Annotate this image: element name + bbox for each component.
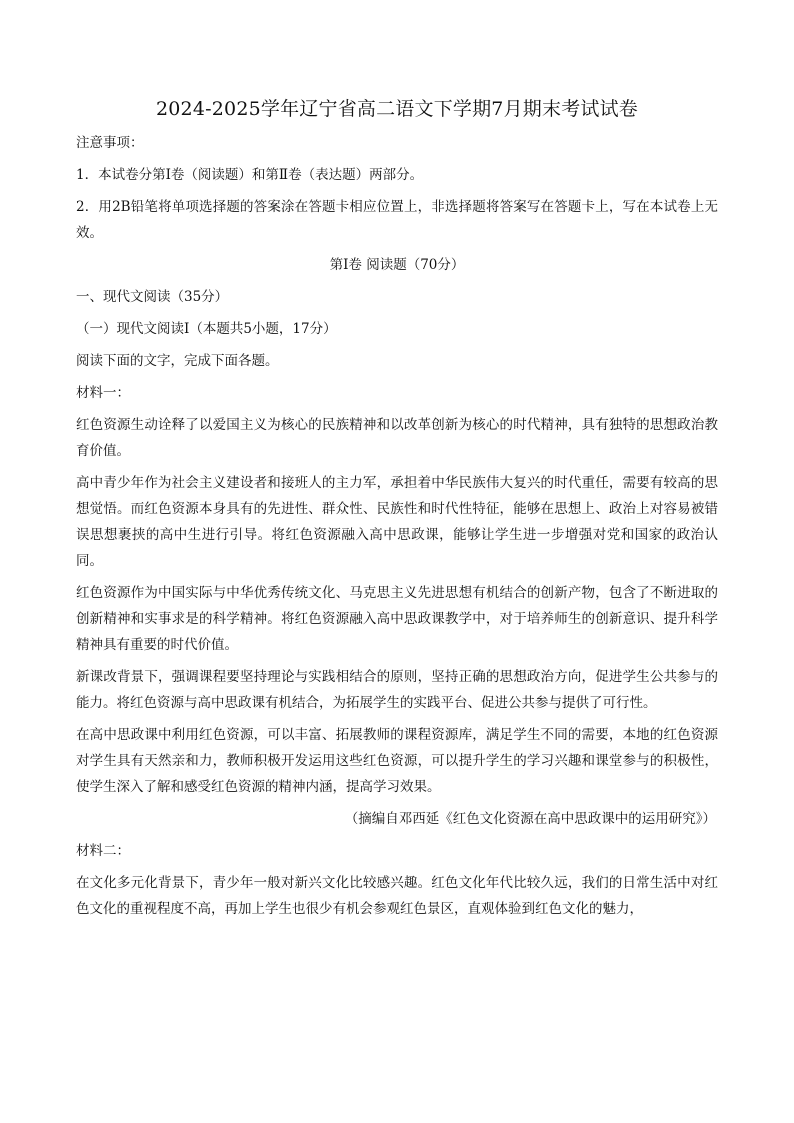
material-1-paragraph: 红色资源作为中国实际与中华优秀传统文化、马克思主义先进思想有机结合的创新产物，包含了不断进取的创新精神和实事求是的科学精神。将红色资源融入高中思政课教学中，对于培养师生的创新意识、提升科学精神具有重要的时代价值。	[76, 585, 718, 653]
material-1-paragraph: 在高中思政课中利用红色资源，可以丰富、拓展教师的课程资源库，满足学生不同的需要，本地的红色资源对学生具有天然亲和力，教师积极开发运用这些红色资源，可以提升学生的学习兴趣和课堂参与的积极性，使学生深入了解和感受红色资源的精神内涵，提高学习效果。	[76, 727, 718, 795]
reading-instruction: 阅读下面的文字，完成下面各题。	[76, 353, 279, 369]
material-1-paragraph: 高中青少年作为社会主义建设者和接班人的主力军，承担着中华民族伟大复兴的时代重任，需要有较高的思想觉悟。而红色资源本身具有的先进性、群众性、民族性和时代性特征，能够在思想上、政治上对容易被错误思想裹挟的高中生进行引导。将红色资源融入高中思政课，能够让学生进一步增强对党和国家的政治认同。	[76, 475, 718, 569]
subsection-heading: （一）现代文阅读Ⅰ（本题共5小题，17分）	[76, 321, 337, 337]
notice-item-1: 1．本试卷分第Ⅰ卷（阅读题）和第Ⅱ卷（表达题）两部分。	[76, 167, 424, 183]
material-1-source: （摘编自邓西延《红色文化资源在高中思政课中的运用研究》）	[344, 811, 716, 827]
material-2-label: 材料二：	[76, 843, 130, 859]
document-title: 2024-2025学年辽宁省高二语文下学期7月期末考试试卷	[155, 98, 639, 120]
notice-item-2: 2．用2B铅笔将单项选择题的答案涂在答题卡相应位置上，非选择题将答案写在答题卡上，写在本试卷上无效。	[76, 199, 718, 241]
notice-heading: 注意事项：	[76, 135, 144, 151]
material-1-paragraph: 红色资源生动诠释了以爱国主义为核心的民族精神和以改革创新为核心的时代精神，具有独特的思想政治教育价值。	[76, 417, 718, 459]
section-heading: 一、现代文阅读（35分）	[76, 289, 229, 305]
material-1-paragraph: 新课改背景下，强调课程要坚持理论与实践相结合的原则，坚持正确的思想政治方向，促进学生公共参与的能力。将红色资源与高中思政课有机结合，为拓展学生的实践平台、促进公共参与提供了可行性。	[76, 669, 718, 711]
volume-title: 第Ⅰ卷 阅读题（70分）	[329, 257, 465, 273]
exam-page	[76, 96, 718, 928]
material-2-paragraph: 在文化多元化背景下，青少年一般对新兴文化比较感兴趣。红色文化年代比较久远，我们的日常生活中对红色文化的重视程度不高，再加上学生也很少有机会参观红色景区，直观体验到红色文化的魅力，	[76, 875, 718, 917]
material-1-label: 材料一：	[76, 385, 130, 401]
